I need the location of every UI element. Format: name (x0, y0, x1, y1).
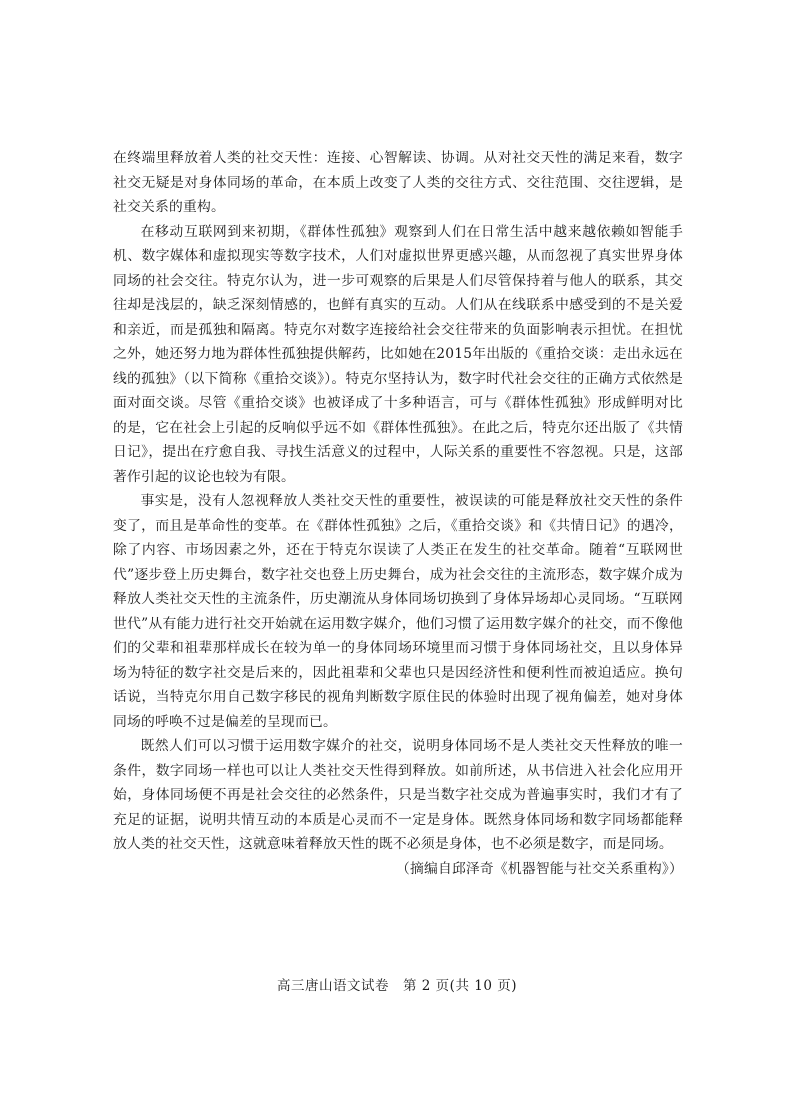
paragraph-4: 既然人们可以习惯于运用数字媒介的社交，说明身体同场不是人类社交天性释放的唯一条件，数字同场一样也可以让人类社交天性得到释放。如前所述，从书信进入社会化应用开始，身体同场便不再是社会交往的必然条件，只是当数字社交成为普遍事实时，我们才有了充足的证据，说明共情互动的本质是心灵而不一定是身体。既然身体同场和数字同场都能释放人类的社交天性，这就意味着释放天性的既不必须是身体，也不必须是数字，而是同场。 (113, 738, 683, 852)
source-citation: （摘编自邱泽奇《机器智能与社交关系重构》） (395, 860, 683, 877)
page-footer: 高三唐山语文试卷 第 2 页(共 10 页) (277, 978, 517, 994)
paragraph-3: 事实是，没有人忽视释放人类社交天性的重要性，被误读的可能是释放社交天性的条件变了，而且是革命性的变革。在《群体性孤独》之后，《重拾交谈》和《共情日记》的遇冷，除了内容、市场因素之外，还在于特克尔误读了人类正在发生的社交革命。随着“互联网世代”逐步登上历史舞台，数字社交也登上历史舞台，成为社会交往的主流形态，数字媒介成为释放人类社交天性的主流条件，历史潮流从身体同场切换到了身体异场却心灵同场。“互联网世代”从有能力进行社交开始就在运用数字媒介，他们习惯了运用数字媒介的社交，而不像他们的父辈和祖辈那样成长在较为单一的身体同场环境里而习惯于身体同场社交，且以身体异场为特征的数字社交是后来的，因此祖辈和父辈也只是因经济性和便利性而被迫适应。换句话说，当特克尔用自己数字移民的视角判断数字原住民的体验时出现了视角偏差，她对身体同场的呼唤不过是偏差的呈现而已。 (113, 493, 683, 730)
paragraph-1: 在终端里释放着人类的社交天性：连接、心智解读、协调。从对社交天性的满足来看，数字社交无疑是对身体同场的革命，在本质上改变了人类的交往方式、交往范围、交往逻辑，是社交关系的重构。 (113, 150, 683, 215)
paragraph-2: 在移动互联网到来初期，《群体性孤独》观察到人们在日常生活中越来越依赖如智能手机、数字媒体和虚拟现实等数字技术，人们对虚拟世界更感兴趣，从而忽视了真实世界身体同场的社会交往。特克尔认为，进一步可观察的后果是人们尽管保持着与他人的联系，其交往却是浅层的，缺乏深刻情感的，也鲜有真实的互动。人们从在线联系中感受到的不是关爱和亲近，而是孤独和隔离。特克尔对数字连接给社会交往带来的负面影响表示担忧。在担忧之外，她还努力地为群体性孤独提供解药，比如她在2015年出版的《重拾交谈：走出永远在线的孤独》（以下简称《重拾交谈》）。特克尔坚持认为，数字时代社会交往的正确方式依然是面对面交谈。尽管《重拾交谈》也被译成了十多种语言，可与《群体性孤独》形成鲜明对比的是，它在社会上引起的反响似乎远不如《群体性孤独》。在此之后，特克尔还出版了《共情日记》，提出在疗愈自我、寻找生活意义的过程中，人际关系的重要性不容忽视。只是，这部著作引起的议论也较为有限。 (113, 223, 683, 485)
document-body (113, 146, 683, 881)
